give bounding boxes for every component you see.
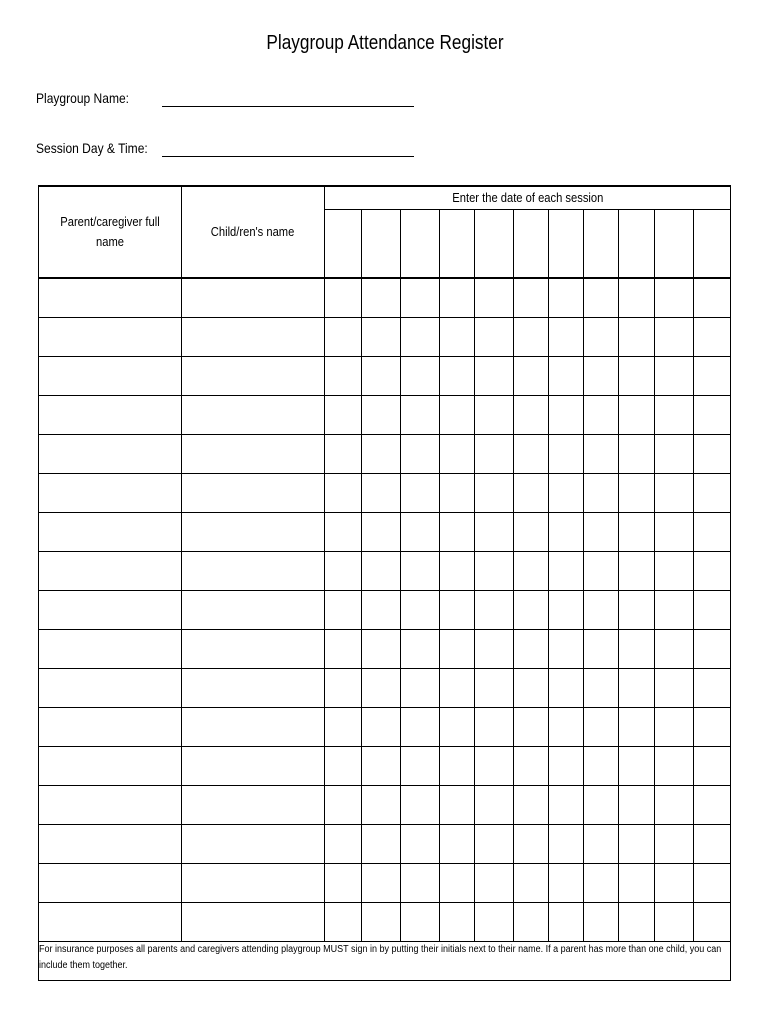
attendance-initial-cell[interactable] [362,630,401,669]
table-row [39,825,731,864]
attendance-initial-cell[interactable] [325,318,362,357]
parent-name-cell[interactable] [39,552,182,591]
attendance-initial-cell[interactable] [514,357,549,396]
attendance-initial-cell[interactable] [514,630,549,669]
attendance-initial-cell[interactable] [694,708,731,747]
attendance-initial-cell[interactable] [325,669,362,708]
attendance-initial-cell[interactable] [694,825,731,864]
attendance-initial-cell[interactable] [362,435,401,474]
header-child-label: Child/ren's name [211,224,295,239]
attendance-initial-cell[interactable] [619,278,655,318]
attendance-body [39,278,731,942]
parent-name-cell[interactable] [39,630,182,669]
parent-name-cell[interactable] [39,825,182,864]
attendance-initial-cell[interactable] [694,278,731,318]
attendance-initial-cell[interactable] [549,435,584,474]
attendance-initial-cell[interactable] [325,903,362,942]
table-row [39,396,731,435]
attendance-initial-cell[interactable] [401,278,440,318]
attendance-initial-cell[interactable] [325,708,362,747]
attendance-initial-cell[interactable] [619,552,655,591]
attendance-initial-cell[interactable] [440,513,475,552]
attendance-initial-cell[interactable] [325,552,362,591]
attendance-initial-cell[interactable] [440,474,475,513]
attendance-initial-cell[interactable] [549,552,584,591]
attendance-initial-cell[interactable] [549,708,584,747]
attendance-initial-cell[interactable] [362,357,401,396]
table-row [39,357,731,396]
footnote-row [39,942,731,981]
attendance-initial-cell[interactable] [325,474,362,513]
child-name-cell[interactable] [182,747,325,786]
child-name-cell[interactable] [182,708,325,747]
attendance-initial-cell[interactable] [475,318,514,357]
attendance-initial-cell[interactable] [619,513,655,552]
child-name-cell[interactable] [182,864,325,903]
attendance-initial-cell[interactable] [549,825,584,864]
attendance-initial-cell[interactable] [619,747,655,786]
session-day-time-input-line[interactable] [162,156,414,157]
attendance-initial-cell[interactable] [584,669,619,708]
attendance-initial-cell[interactable] [549,630,584,669]
attendance-initial-cell[interactable] [475,435,514,474]
attendance-initial-cell[interactable] [655,864,694,903]
attendance-initial-cell[interactable] [619,825,655,864]
attendance-initial-cell[interactable] [514,591,549,630]
parent-name-cell[interactable] [39,278,182,318]
attendance-initial-cell[interactable] [584,747,619,786]
attendance-initial-cell[interactable] [655,357,694,396]
attendance-initial-cell[interactable] [619,708,655,747]
attendance-initial-cell[interactable] [475,278,514,318]
attendance-initial-cell[interactable] [362,864,401,903]
attendance-initial-cell[interactable] [401,708,440,747]
child-name-cell[interactable] [182,318,325,357]
attendance-initial-cell[interactable] [475,747,514,786]
parent-name-cell[interactable] [39,474,182,513]
child-name-cell[interactable] [182,630,325,669]
child-name-cell[interactable] [182,513,325,552]
table-row [39,435,731,474]
attendance-initial-cell[interactable] [362,396,401,435]
attendance-initial-cell[interactable] [475,825,514,864]
attendance-initial-cell[interactable] [440,747,475,786]
attendance-initial-cell[interactable] [325,357,362,396]
attendance-initial-cell[interactable] [694,435,731,474]
attendance-initial-cell[interactable] [475,786,514,825]
attendance-initial-cell[interactable] [401,903,440,942]
attendance-initial-cell[interactable] [401,630,440,669]
child-name-cell[interactable] [182,903,325,942]
attendance-initial-cell[interactable] [694,513,731,552]
attendance-initial-cell[interactable] [549,786,584,825]
attendance-initial-cell[interactable] [401,513,440,552]
attendance-initial-cell[interactable] [655,474,694,513]
attendance-initial-cell[interactable] [619,903,655,942]
attendance-initial-cell[interactable] [325,591,362,630]
table-row [39,513,731,552]
parent-name-cell[interactable] [39,864,182,903]
table-row [39,278,731,318]
session-date-cell[interactable] [694,210,731,278]
attendance-initial-cell[interactable] [619,396,655,435]
table-row [39,318,731,357]
session-date-cell[interactable] [475,210,514,278]
attendance-initial-cell[interactable] [475,864,514,903]
attendance-initial-cell[interactable] [475,513,514,552]
attendance-initial-cell[interactable] [655,435,694,474]
attendance-initial-cell[interactable] [655,552,694,591]
attendance-initial-cell[interactable] [549,513,584,552]
parent-name-cell[interactable] [39,903,182,942]
attendance-initial-cell[interactable] [514,669,549,708]
session-date-cell[interactable] [619,210,655,278]
attendance-initial-cell[interactable] [655,747,694,786]
attendance-initial-cell[interactable] [655,591,694,630]
attendance-initial-cell[interactable] [584,278,619,318]
attendance-initial-cell[interactable] [619,786,655,825]
attendance-initial-cell[interactable] [401,591,440,630]
attendance-initial-cell[interactable] [584,864,619,903]
session-date-cell[interactable] [655,210,694,278]
session-date-cell[interactable] [325,210,362,278]
attendance-initial-cell[interactable] [362,318,401,357]
session-date-cell[interactable] [514,210,549,278]
header-dates-label: Enter the date of each session [452,190,604,206]
attendance-initial-cell[interactable] [475,591,514,630]
parent-name-cell[interactable] [39,396,182,435]
child-name-cell[interactable] [182,357,325,396]
child-name-cell[interactable] [182,435,325,474]
parent-name-cell[interactable] [39,318,182,357]
attendance-initial-cell[interactable] [549,903,584,942]
session-date-cell[interactable] [584,210,619,278]
attendance-initial-cell[interactable] [549,669,584,708]
playgroup-name-input-line[interactable] [162,106,414,107]
child-name-cell[interactable] [182,786,325,825]
attendance-initial-cell[interactable] [694,474,731,513]
attendance-initial-cell[interactable] [584,396,619,435]
attendance-initial-cell[interactable] [549,747,584,786]
attendance-initial-cell[interactable] [401,864,440,903]
attendance-initial-cell[interactable] [362,591,401,630]
attendance-initial-cell[interactable] [619,591,655,630]
attendance-initial-cell[interactable] [401,474,440,513]
attendance-initial-cell[interactable] [549,396,584,435]
table-row [39,786,731,825]
attendance-initial-cell[interactable] [514,552,549,591]
attendance-initial-cell[interactable] [549,591,584,630]
attendance-initial-cell[interactable] [362,747,401,786]
attendance-initial-cell[interactable] [694,864,731,903]
attendance-initial-cell[interactable] [514,747,549,786]
header-session-dates [325,186,731,210]
attendance-initial-cell[interactable] [549,474,584,513]
attendance-initial-cell[interactable] [584,786,619,825]
attendance-initial-cell[interactable] [584,552,619,591]
attendance-initial-cell[interactable] [325,435,362,474]
session-date-cell[interactable] [440,210,475,278]
child-name-cell[interactable] [182,278,325,318]
attendance-initial-cell[interactable] [440,669,475,708]
attendance-initial-cell[interactable] [584,825,619,864]
attendance-initial-cell[interactable] [325,747,362,786]
attendance-initial-cell[interactable] [655,318,694,357]
table-row [39,747,731,786]
attendance-initial-cell[interactable] [694,396,731,435]
child-name-cell[interactable] [182,552,325,591]
attendance-initial-cell[interactable] [514,708,549,747]
child-name-cell[interactable] [182,825,325,864]
footnote-cell [39,942,731,981]
insurance-footnote: For insurance purposes all parents and caregivers attending playgroup MUST sign in by putting their initials next to their name. If a parent has more than one child, you can include them together. [39,944,722,971]
attendance-initial-cell[interactable] [549,278,584,318]
attendance-initial-cell[interactable] [619,435,655,474]
attendance-initial-cell[interactable] [694,903,731,942]
attendance-initial-cell[interactable] [514,825,549,864]
attendance-initial-cell[interactable] [475,630,514,669]
table-row [39,552,731,591]
attendance-initial-cell[interactable] [325,630,362,669]
attendance-initial-cell[interactable] [655,278,694,318]
attendance-initial-cell[interactable] [584,474,619,513]
attendance-initial-cell[interactable] [694,591,731,630]
attendance-initial-cell[interactable] [514,903,549,942]
attendance-initial-cell[interactable] [440,903,475,942]
attendance-initial-cell[interactable] [619,669,655,708]
attendance-initial-cell[interactable] [440,396,475,435]
attendance-initial-cell[interactable] [475,396,514,435]
parent-name-cell[interactable] [39,435,182,474]
attendance-initial-cell[interactable] [401,747,440,786]
page-title: Playgroup Attendance Register [266,32,504,54]
attendance-initial-cell[interactable] [440,825,475,864]
attendance-initial-cell[interactable] [584,630,619,669]
table-row [39,591,731,630]
attendance-initial-cell[interactable] [514,435,549,474]
table-row [39,864,731,903]
attendance-initial-cell[interactable] [514,864,549,903]
attendance-initial-cell[interactable] [362,786,401,825]
attendance-initial-cell[interactable] [325,825,362,864]
attendance-initial-cell[interactable] [440,591,475,630]
attendance-initial-cell[interactable] [401,435,440,474]
attendance-initial-cell[interactable] [514,513,549,552]
parent-name-cell[interactable] [39,357,182,396]
attendance-initial-cell[interactable] [325,864,362,903]
attendance-initial-cell[interactable] [655,669,694,708]
attendance-initial-cell[interactable] [325,786,362,825]
attendance-initial-cell[interactable] [475,474,514,513]
attendance-initial-cell[interactable] [362,474,401,513]
attendance-initial-cell[interactable] [619,357,655,396]
table-row [39,474,731,513]
attendance-initial-cell[interactable] [549,864,584,903]
child-name-cell[interactable] [182,396,325,435]
parent-name-cell[interactable] [39,669,182,708]
attendance-initial-cell[interactable] [325,513,362,552]
attendance-initial-cell[interactable] [475,552,514,591]
attendance-initial-cell[interactable] [655,708,694,747]
attendance-initial-cell[interactable] [584,513,619,552]
attendance-initial-cell[interactable] [549,357,584,396]
attendance-initial-cell[interactable] [440,435,475,474]
attendance-initial-cell[interactable] [655,786,694,825]
attendance-initial-cell[interactable] [475,708,514,747]
attendance-initial-cell[interactable] [655,630,694,669]
header-child-name [182,186,325,278]
table-row [39,708,731,747]
attendance-initial-cell[interactable] [475,903,514,942]
attendance-table [38,185,731,981]
attendance-initial-cell[interactable] [694,630,731,669]
session-day-time-label: Session Day & Time: [36,140,148,156]
attendance-initial-cell[interactable] [619,318,655,357]
attendance-initial-cell[interactable] [362,708,401,747]
attendance-initial-cell[interactable] [584,357,619,396]
parent-name-cell[interactable] [39,708,182,747]
attendance-initial-cell[interactable] [362,669,401,708]
attendance-initial-cell[interactable] [440,318,475,357]
attendance-initial-cell[interactable] [694,747,731,786]
table-row [39,630,731,669]
table-row [39,669,731,708]
attendance-initial-cell[interactable] [549,318,584,357]
child-name-cell[interactable] [182,669,325,708]
attendance-initial-cell[interactable] [655,396,694,435]
attendance-initial-cell[interactable] [325,278,362,318]
header-parent-label: Parent/caregiver full name [60,214,160,249]
attendance-initial-cell[interactable] [440,630,475,669]
attendance-initial-cell[interactable] [514,318,549,357]
attendance-initial-cell[interactable] [440,786,475,825]
playgroup-name-label: Playgroup Name: [36,90,130,106]
table-row [39,903,731,942]
attendance-initial-cell[interactable] [584,591,619,630]
attendance-initial-cell[interactable] [475,357,514,396]
attendance-initial-cell[interactable] [362,552,401,591]
session-date-cell[interactable] [362,210,401,278]
attendance-initial-cell[interactable] [514,278,549,318]
attendance-initial-cell[interactable] [362,903,401,942]
attendance-initial-cell[interactable] [655,513,694,552]
attendance-initial-cell[interactable] [401,669,440,708]
attendance-initial-cell[interactable] [362,513,401,552]
attendance-initial-cell[interactable] [401,396,440,435]
child-name-cell[interactable] [182,591,325,630]
attendance-initial-cell[interactable] [694,318,731,357]
attendance-initial-cell[interactable] [619,474,655,513]
attendance-initial-cell[interactable] [694,669,731,708]
attendance-initial-cell[interactable] [514,786,549,825]
attendance-initial-cell[interactable] [401,825,440,864]
header-parent-name [39,186,182,278]
child-name-cell[interactable] [182,474,325,513]
attendance-initial-cell[interactable] [584,318,619,357]
parent-name-cell[interactable] [39,513,182,552]
attendance-initial-cell[interactable] [694,552,731,591]
parent-name-cell[interactable] [39,786,182,825]
attendance-initial-cell[interactable] [440,357,475,396]
attendance-initial-cell[interactable] [325,396,362,435]
attendance-initial-cell[interactable] [694,357,731,396]
attendance-initial-cell[interactable] [362,278,401,318]
attendance-initial-cell[interactable] [694,786,731,825]
attendance-initial-cell[interactable] [619,864,655,903]
attendance-initial-cell[interactable] [401,318,440,357]
attendance-initial-cell[interactable] [401,786,440,825]
attendance-initial-cell[interactable] [619,630,655,669]
attendance-initial-cell[interactable] [514,396,549,435]
attendance-initial-cell[interactable] [655,825,694,864]
attendance-initial-cell[interactable] [514,474,549,513]
attendance-initial-cell[interactable] [440,552,475,591]
attendance-initial-cell[interactable] [475,669,514,708]
attendance-initial-cell[interactable] [440,708,475,747]
attendance-initial-cell[interactable] [584,435,619,474]
parent-name-cell[interactable] [39,591,182,630]
attendance-initial-cell[interactable] [401,357,440,396]
attendance-initial-cell[interactable] [440,278,475,318]
parent-name-cell[interactable] [39,747,182,786]
attendance-initial-cell[interactable] [401,552,440,591]
attendance-initial-cell[interactable] [584,903,619,942]
attendance-initial-cell[interactable] [584,708,619,747]
session-date-cell[interactable] [401,210,440,278]
attendance-initial-cell[interactable] [440,864,475,903]
session-date-cell[interactable] [549,210,584,278]
attendance-initial-cell[interactable] [655,903,694,942]
attendance-initial-cell[interactable] [362,825,401,864]
